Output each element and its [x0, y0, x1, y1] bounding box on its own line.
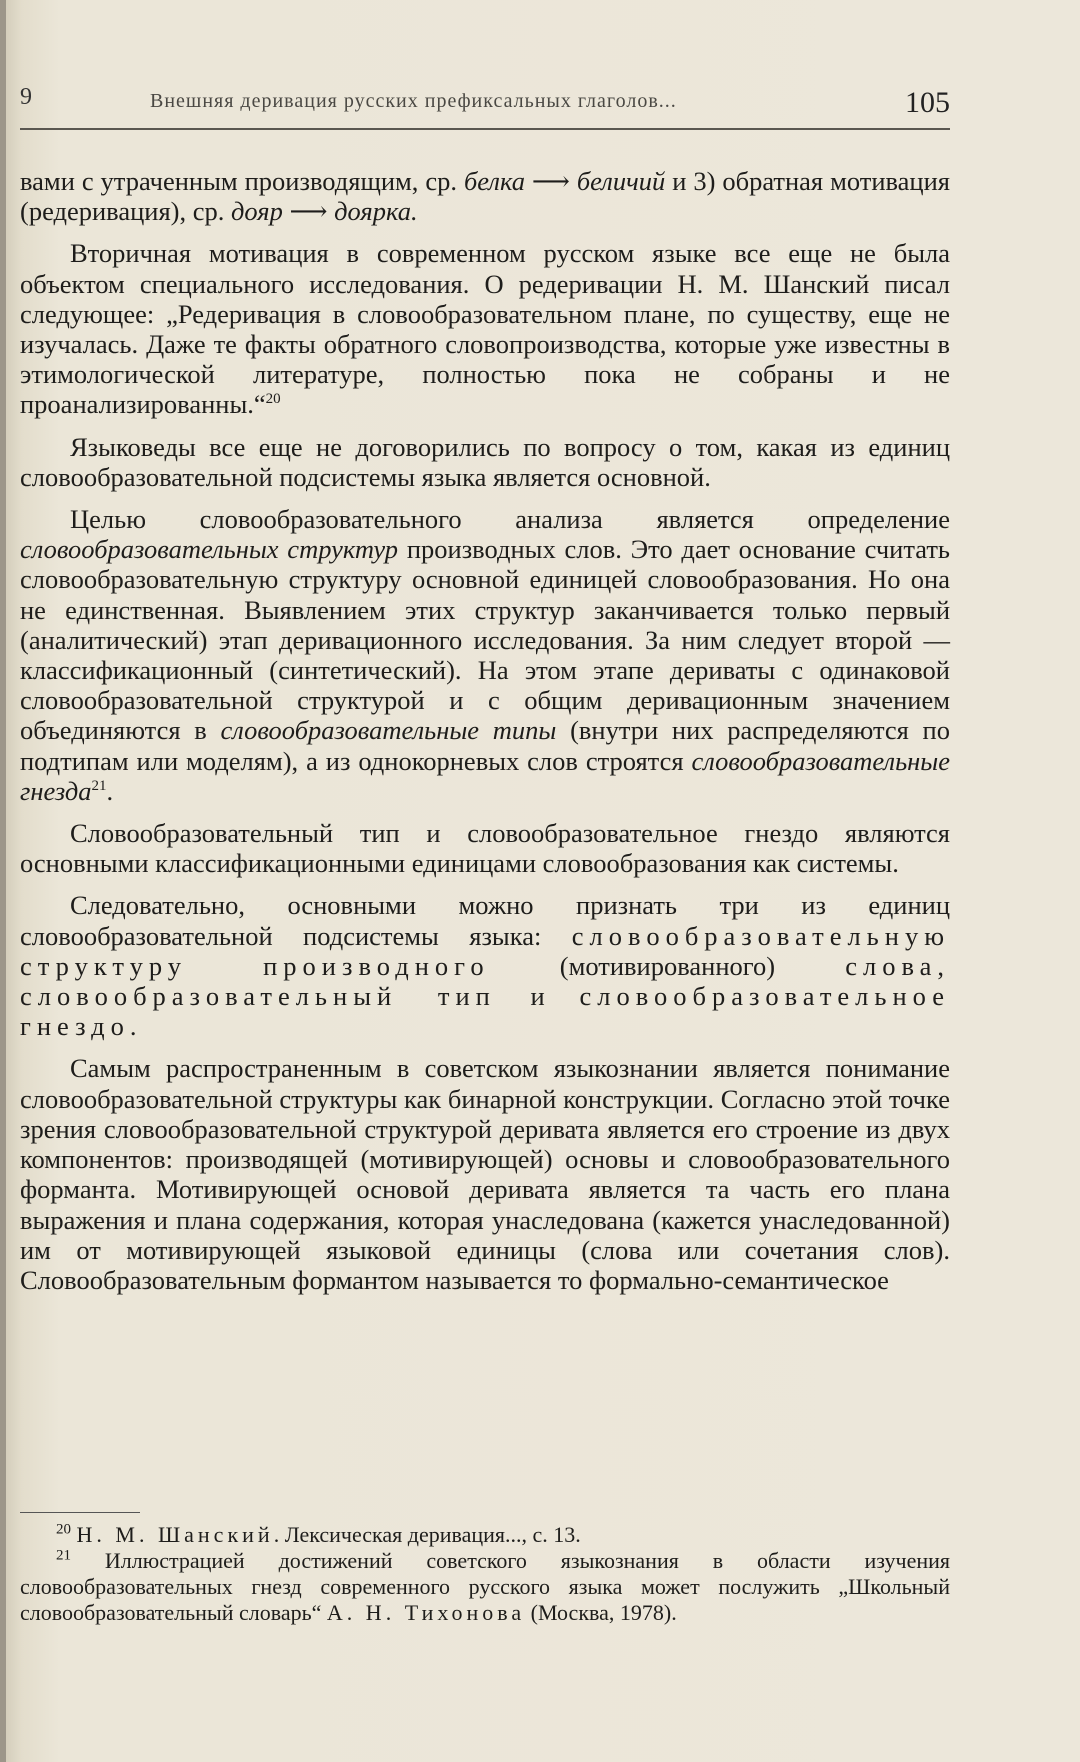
p6-text-a: Следовательно, основными можно признать три из единиц словообразовательной подсистемы языка:	[20, 890, 950, 951]
header-rule	[20, 128, 950, 130]
p1-example-2: дояр ⟶ доярка.	[230, 196, 418, 227]
p5-text: Словообразовательный тип и словообразовательное гнездо являются основными классификационными единицами словообразования как системы.	[20, 818, 950, 879]
binding-gutter	[0, 0, 6, 1762]
footnote-20	[20, 1522, 950, 1548]
p3-text: Языковеды все еще не договорились по вопросу о том, какая из единиц словообразовательной подсистемы языка является основной.	[20, 431, 950, 492]
paragraph-6	[20, 890, 950, 1041]
footnote-21	[20, 1548, 950, 1626]
p4-text-b: производных слов. Это дает основание считать словообразовательную структуру основной единицей словообразования. Но она не единственная. Выявлением этих структур заканчивается только первый (аналитический) этап деривационного исследования. За ним следует второй — классификационный (синтетический). На этом этапе дериваты с одинаковой словообразовательной структурой и с общим деривационным значением объединяются в	[20, 534, 950, 746]
footnote-number-21: 21	[56, 1547, 71, 1564]
footnote-20-author: Н. М. Шанский	[76, 1522, 274, 1547]
footnote-21-text-b: (Москва, 1978).	[525, 1600, 677, 1625]
running-header	[20, 84, 950, 124]
p1-text-a: вами с утраченным производящим, ср.	[20, 166, 464, 196]
footnote-ref-21[interactable]: 21	[91, 778, 107, 795]
p6-spaced-term-3: словообразовательное гнездо	[20, 981, 950, 1042]
p6-text-c: и	[495, 981, 580, 1012]
p4-term-nests: словообразовательные гнезда	[20, 745, 950, 806]
p7-text: Самым распространенным в советском языкознании является понимание словообразовательной структуры как бинарной конструкции. Согласно этой точке зрения словообразовательной структурой деривата является его строение из двух компонентов: производящей (мотивирующей) основы и словообразовательного форманта. Мотивирующей основой деривата является та часть его плана выражения и плана содержания, которая унаследована (кажется унаследованной) им от мотивирующей языковой единицы (слова или сочетания слов). Словообразовательным формантом называется то формально-семантическое	[20, 1053, 950, 1295]
footnote-number-20: 20	[56, 1521, 71, 1538]
p4-text-a: Целью словообразовательного анализа является определение	[70, 504, 950, 535]
p4-text-d: .	[106, 775, 114, 806]
running-title: Внешняя деривация русских префиксальных глаголов...	[150, 90, 677, 112]
footnote-21-text-a: Иллюстрацией достижений советского языкознания в области изучения словообразовательных гнезд современного русского языка может послужить „Школьный словообразовательный словарь“	[20, 1548, 951, 1625]
footnote-20-text: . Лексическая деривация..., с. 13.	[273, 1522, 581, 1547]
p4-text-c: (внутри них распределяются по подтипам или моделям), а из однокорневых слов строятся	[20, 715, 950, 776]
paragraph-3	[20, 432, 950, 492]
p1-example-1: белка ⟶ беличий	[463, 166, 666, 196]
footnote-ref-20[interactable]: 20	[265, 391, 281, 408]
p6-text-d: .	[129, 1011, 137, 1042]
footnote-21-author: А. Н. Тихонова	[326, 1600, 526, 1625]
p6-spaced-term-2: слова, словообразовательный тип	[20, 950, 950, 1012]
p4-term-structures: словообразовательных структур	[20, 534, 399, 565]
p1-text-b: и 3) обратная мотивация (редеривация), ср.	[20, 166, 950, 227]
p4-term-types: словообразовательные типы	[220, 715, 557, 746]
paragraph-5	[20, 818, 950, 878]
p6-spaced-term-1: словообразовательную структуру производного	[20, 920, 950, 981]
footnote-rule	[20, 1512, 140, 1513]
paragraph-7	[20, 1053, 950, 1295]
paragraph-4	[20, 504, 950, 806]
p2-text: Вторичная мотивация в современном русском языке все еще не была объектом специального исследования. О редеривации Н. М. Шанский писал следующее: „Редеривация в словообразовательном плане, по существу, еще не изучалась. Даже те факты обратного словопроизводства, которые уже известны в этимологической литературе, полностью пока не собраны и не проанализированны.“	[20, 238, 950, 420]
previous-folio: 9	[20, 84, 32, 110]
footnotes	[20, 1522, 950, 1626]
paragraph-2	[20, 238, 950, 419]
p6-text-b: (мотивированного)	[489, 950, 846, 981]
body-text	[20, 166, 950, 1307]
page-number: 105	[905, 86, 950, 119]
paragraph-1	[20, 166, 950, 226]
